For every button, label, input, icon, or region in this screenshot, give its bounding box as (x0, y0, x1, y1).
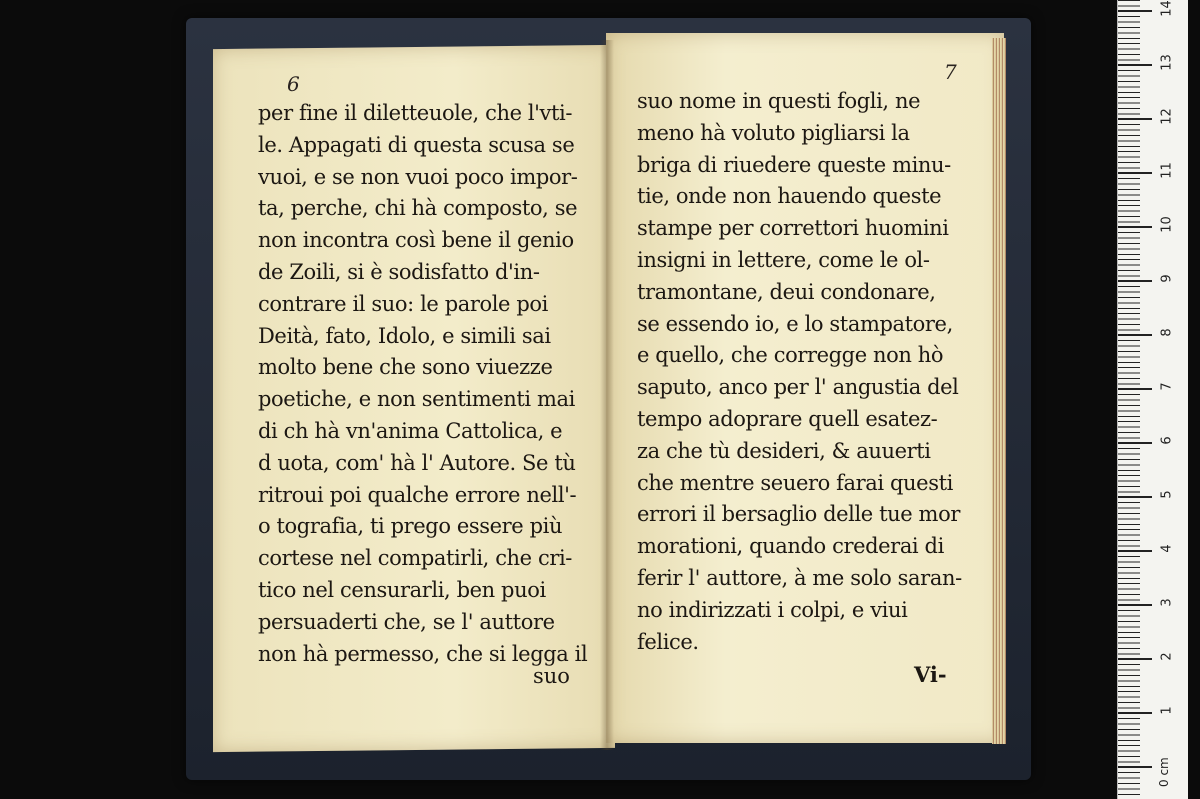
text-line: Deità, fato, Idolo, e simili sai (258, 323, 551, 348)
text-line: di ch hà vn'anima Cattolica, e (258, 418, 563, 443)
ruler-major-ticks (1118, 0, 1152, 799)
text-line: tempo adoprare quell esatez- (637, 406, 938, 431)
left-page-text (258, 98, 603, 670)
text-line: contrare il suo: le parole poi (258, 291, 548, 316)
ruler-number: 11 (1159, 162, 1175, 179)
text-line: non incontra così bene il genio (258, 228, 574, 253)
text-line: poetiche, e non sentimenti mai (258, 387, 575, 412)
ruler-number: 9 (1159, 274, 1175, 283)
text-line: tico nel censurarli, ben puoi (258, 577, 546, 602)
ruler-number: 4 (1159, 544, 1175, 553)
text-line: ta, perche, chi hà composto, se (258, 196, 578, 221)
text-line: meno hà voluto pigliarsi la (637, 120, 910, 145)
ruler-number: 2 (1159, 652, 1175, 661)
text-line: ferir l' auttore, à me solo saran- (637, 565, 962, 590)
ruler-number: 1 (1159, 706, 1175, 715)
text-line: saputo, anco per l' angustia del (637, 375, 959, 400)
page-edges (992, 38, 1006, 744)
ruler-number: 5 (1159, 490, 1175, 499)
ruler-number: 3 (1159, 598, 1175, 607)
text-line: za che tù desideri, & auuerti (637, 438, 931, 463)
text-line: errori il bersaglio delle tue mor (637, 502, 960, 527)
text-line: stampe per correttori huomini (637, 216, 949, 241)
ruler-number: 13 (1159, 54, 1175, 71)
text-line: per fine il diletteuole, che l'vti- (258, 101, 573, 125)
measurement-ruler (1117, 0, 1188, 799)
text-line: ritroui poi qualche errore nell'- (258, 482, 577, 507)
text-line: non hà permesso, che si legga il (258, 641, 588, 666)
ruler-number: 10 (1159, 216, 1175, 233)
text-line: briga di riuedere queste minu- (637, 152, 951, 177)
text-line: insigni in lettere, come le ol- (637, 247, 930, 272)
text-line: d uota, com' hà l' Autore. Se tù (258, 450, 576, 475)
catchword: suo (533, 664, 570, 688)
ruler-number: 6 (1159, 436, 1175, 445)
ruler-unit-label: 0 cm (1157, 757, 1171, 787)
text-line: molto bene che sono viuezze (258, 355, 553, 380)
text-line: tie, onde non hauendo queste (637, 184, 942, 209)
text-line: de Zoili, si è sodisfatto d'in- (258, 259, 540, 284)
text-line: morationi, quando crederai di (637, 534, 944, 559)
text-line: felice. (637, 629, 699, 654)
text-line: le. Appagati di questa scusa se (258, 132, 575, 157)
ruler-number: 8 (1159, 328, 1175, 337)
left-page-number: 6 (287, 72, 300, 96)
ruler-number: 14 (1159, 0, 1175, 17)
text-line: che mentre seuero farai questi (637, 470, 953, 495)
text-line: se essendo io, e lo stampatore, (637, 311, 953, 336)
ruler-number: 7 (1159, 382, 1175, 391)
right-page-number: 7 (944, 60, 957, 84)
text-line: cortese nel compatirli, che cri- (258, 546, 572, 571)
right-page-text (637, 86, 982, 658)
text-line: tramontane, deui condonare, (637, 279, 936, 304)
ruler-number: 12 (1159, 108, 1175, 125)
text-line: no indirizzati i colpi, e viui (637, 597, 908, 622)
text-line: vuoi, e se non vuoi poco impor- (258, 164, 578, 189)
text-line: suo nome in questi fogli, ne (637, 89, 921, 113)
text-line: o tografia, ti prego essere più (258, 514, 563, 539)
text-line: e quello, che corregge non hò (637, 343, 944, 368)
signature-mark: Vi- (914, 662, 947, 687)
text-line: persuaderti che, se l' auttore (258, 609, 555, 634)
